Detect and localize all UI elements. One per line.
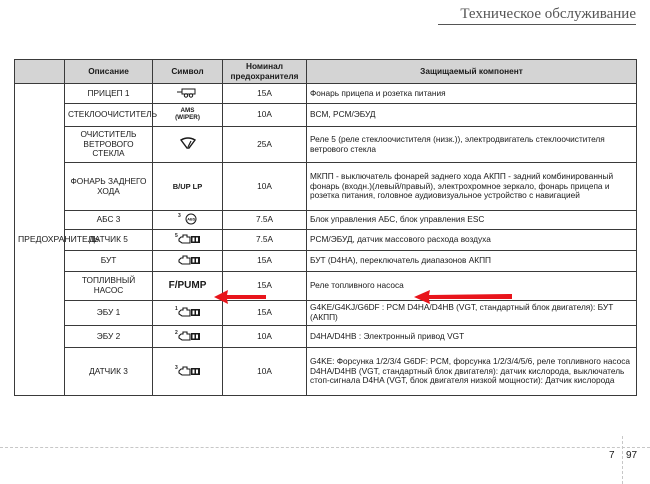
fuse-rating: 25A (223, 127, 307, 163)
symbol-cell (153, 84, 223, 104)
table-header-row (15, 60, 637, 84)
table-row (15, 230, 637, 251)
symbol-text: AMS (WIPER) (175, 107, 200, 121)
symbol-cell (153, 251, 223, 272)
fuse-rating: 10A (223, 326, 307, 348)
table-row (15, 104, 637, 127)
fuse-description: ПРИЦЕП 1 (65, 84, 153, 104)
symbol-text: F/PUMP (168, 280, 207, 292)
abs-icon (177, 212, 199, 228)
fuse-component: G4KE/G4KJ/G6DF : PCM D4HA/D4HB (VGT, стандартный блок двигателя): БУТ (АКПП) (307, 301, 637, 326)
symbol-cell (153, 104, 223, 127)
fuse-rating: 10A (223, 163, 307, 211)
fuse-component: D4HA/D4HB : Электронный привод VGT (307, 326, 637, 348)
engine-icon (174, 329, 202, 345)
fuse-description: ДАТЧИК 5 (65, 230, 153, 251)
table-row (15, 211, 637, 230)
fuse-description: ДАТЧИК 3 (65, 348, 153, 396)
wiper-icon (179, 137, 197, 152)
engine-icon (174, 305, 202, 321)
fuse-component: Реле топливного насоса (307, 272, 637, 301)
fuse-component: G4KE: Форсунка 1/2/3/4 G6DF: PCM, форсунка 1/2/3/4/5/6, реле топливного насоса D4HA/D4HB (VGT, стандартный блок двигателя): датчик кислорода, выключатель стоп-сигнала D4HA (VGT, блок двигателя низкой мощности): Датчик кислорода (307, 348, 637, 396)
fuse-description: ЭБУ 2 (65, 326, 153, 348)
engine-icon (174, 253, 202, 269)
fuse-rating: 15A (223, 301, 307, 326)
fuse-description: СТЕКЛООЧИСТИТЕЛЬ (65, 104, 153, 127)
engine-icon (174, 232, 202, 248)
symbol-cell (153, 127, 223, 163)
fuse-component: МКПП - выключатель фонарей заднего хода АКПП - задний комбинированный фонарь (входн.)(левый/правый), электрохромное зеркало, фонарь прицепа и розетка питания, головное аудиовизуальное устройство с навигацией (307, 163, 637, 211)
symbol-cell (153, 230, 223, 251)
engine-index-label: 2 (174, 329, 178, 336)
engine-index-label: 3 (174, 364, 178, 371)
symbol-cell (153, 163, 223, 211)
symbol-text: B/UP LP (172, 181, 203, 191)
table-row (15, 84, 637, 104)
table-row (15, 301, 637, 326)
page-number: 97 (626, 450, 638, 461)
footer-divider (622, 436, 623, 484)
table-row (15, 251, 637, 272)
table-row (15, 326, 637, 348)
fuse-description: ТОПЛИВНЫЙ НАСОС (65, 272, 153, 301)
page-header-title: Техническое обслуживание (460, 6, 636, 22)
column-header-rating: Номинал предохранителя (223, 60, 307, 84)
fuse-component: Блок управления АБС, блок управления ESC (307, 211, 637, 230)
column-header-description: Описание (65, 60, 153, 84)
fuse-rating: 10A (223, 348, 307, 396)
engine-icon (174, 364, 202, 380)
column-header-component: Защищаемый компонент (307, 60, 637, 84)
symbol-cell (153, 326, 223, 348)
fuse-rating: 10A (223, 104, 307, 127)
fuse-description: АБС 3 (65, 211, 153, 230)
fuse-table (14, 59, 637, 396)
fuse-rating: 15A (223, 251, 307, 272)
chapter-number: 7 (609, 450, 615, 461)
symbol-cell (153, 348, 223, 396)
table-row (15, 348, 637, 396)
fuse-component: Реле 5 (реле стеклоочистителя (низк.)), электродвигатель стеклоочистителя ветрового стекла (307, 127, 637, 163)
header-rule (438, 24, 636, 25)
fuse-component: БУТ (D4HA), переключатель диапазонов АКПП (307, 251, 637, 272)
symbol-cell (153, 211, 223, 230)
fuse-description: БУТ (65, 251, 153, 272)
column-header-symbol: Символ (153, 60, 223, 84)
arrow-left-icon (210, 287, 270, 307)
fuse-rating: 7.5A (223, 211, 307, 230)
fuse-rating: 7.5A (223, 230, 307, 251)
fuse-component: PCM/ЭБУД, датчик массового расхода воздуха (307, 230, 637, 251)
fuse-description: ОЧИСТИТЕЛЬ ВЕТРОВОГО СТЕКЛА (65, 127, 153, 163)
fuse-component: BCM, PCM/ЭБУД (307, 104, 637, 127)
header-empty-cell (15, 60, 65, 84)
footer-rule (0, 447, 650, 448)
table-row (15, 163, 637, 211)
fuse-description: ФОНАРЬ ЗАДНЕГО ХОДА (65, 163, 153, 211)
svg-text:ABS: ABS (186, 217, 195, 222)
group-label: ПРЕДОХРАНИТЕЛЬ (15, 84, 65, 396)
engine-index-label: 1 (174, 306, 178, 313)
arrow-left-icon (410, 287, 516, 307)
fuse-rating: 15A (223, 272, 307, 301)
trailer-icon (176, 86, 200, 101)
fuse-component: Фонарь прицепа и розетка питания (307, 84, 637, 104)
table-row (15, 272, 637, 301)
abs-index-label: 3 (177, 213, 181, 220)
table-row (15, 127, 637, 163)
fuse-rating: 15A (223, 84, 307, 104)
engine-index-label: 5 (174, 233, 178, 240)
fuse-description: ЭБУ 1 (65, 301, 153, 326)
